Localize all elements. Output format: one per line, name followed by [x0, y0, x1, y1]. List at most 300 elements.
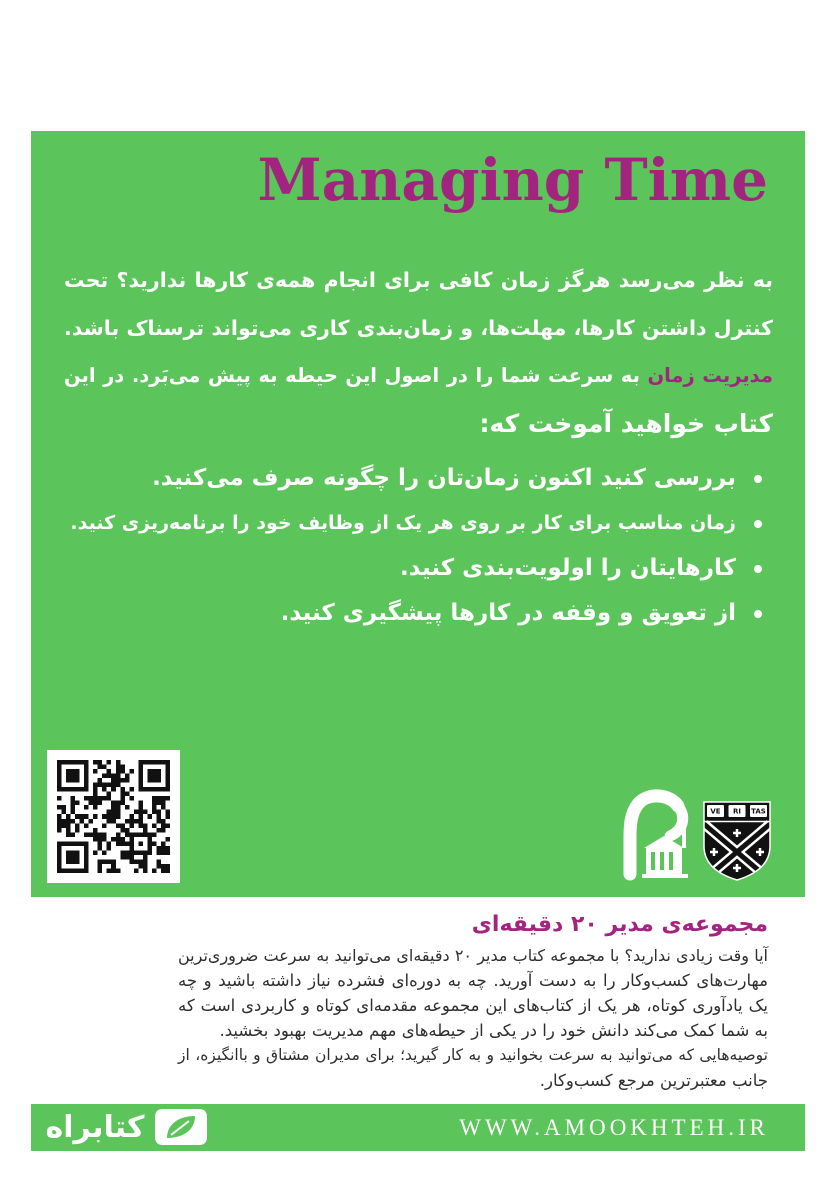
qr-module — [138, 841, 143, 846]
qr-module — [147, 787, 152, 792]
intro-line-2: کنترل داشتن کارها، مهلت‌ها، و زمان‌بندی کاری می‌تواند ترسناک باشد. — [64, 316, 773, 340]
qr-module — [116, 823, 121, 828]
qr-module — [116, 774, 121, 779]
qr-module — [84, 841, 89, 846]
qr-module — [161, 823, 166, 828]
list-item — [64, 456, 773, 501]
qr-module — [93, 837, 98, 842]
list-item — [64, 591, 773, 636]
qr-module — [111, 778, 116, 783]
qr-module — [147, 774, 152, 779]
qr-module — [165, 868, 170, 873]
qr-module — [71, 855, 76, 860]
qr-module — [71, 760, 76, 765]
qr-module — [93, 783, 98, 788]
qr-module — [129, 841, 134, 846]
list-item-text: زمان مناسب برای کار بر روی هر یک از وظایف خود را برنامه‌ریزی کنید. — [70, 512, 736, 534]
qr-module — [120, 801, 125, 806]
qr-module — [71, 805, 76, 810]
qr-module — [75, 814, 80, 819]
qr-module — [152, 774, 157, 779]
qr-module — [89, 801, 94, 806]
qr-module — [57, 796, 62, 801]
intro-paragraph — [64, 256, 773, 448]
qr-module — [116, 810, 121, 815]
qr-module — [120, 855, 125, 860]
qr-module — [165, 814, 170, 819]
qr-module — [111, 859, 116, 864]
qr-module — [71, 819, 76, 824]
qr-module — [125, 832, 130, 837]
qr-module — [138, 778, 143, 783]
qr-module — [98, 778, 103, 783]
qr-module — [129, 855, 134, 860]
qr-module — [120, 841, 125, 846]
qr-module — [138, 769, 143, 774]
qr-module — [156, 760, 161, 765]
qr-module — [107, 819, 112, 824]
qr-module — [62, 810, 67, 815]
qr-module — [138, 765, 143, 770]
qr-module — [111, 801, 116, 806]
qr-module — [125, 778, 130, 783]
qr-module — [75, 841, 80, 846]
qr-module — [156, 801, 161, 806]
qr-module — [165, 769, 170, 774]
qr-module — [107, 783, 112, 788]
qr-module — [98, 868, 103, 873]
intro-line-4: کتاب خواهید آموخت که: — [479, 409, 773, 438]
qr-module — [107, 859, 112, 864]
qr-module — [120, 792, 125, 797]
qr-module — [84, 864, 89, 869]
qr-module — [120, 837, 125, 842]
qr-module — [152, 841, 157, 846]
qr-module — [138, 801, 143, 806]
qr-module — [111, 783, 116, 788]
learning-points-list — [64, 456, 773, 636]
qr-module — [116, 783, 121, 788]
qr-module — [143, 855, 148, 860]
qr-module — [75, 774, 80, 779]
qr-module — [120, 823, 125, 828]
qr-module — [111, 814, 116, 819]
qr-module — [71, 769, 76, 774]
qr-module — [107, 774, 112, 779]
qr-module — [134, 832, 139, 837]
qr-module — [84, 868, 89, 873]
qr-module — [84, 783, 89, 788]
description-line: توصیه‌هایی که می‌توانید به سرعت بخوانید و به کار گیرید؛ برای مدیران مشتاق و باانگیزه، از — [178, 1046, 768, 1064]
qr-module — [93, 801, 98, 806]
qr-module — [75, 801, 80, 806]
qr-module — [84, 832, 89, 837]
qr-module — [156, 850, 161, 855]
qr-module — [129, 837, 134, 842]
qr-module — [71, 796, 76, 801]
qr-module — [125, 819, 130, 824]
qr-module — [161, 805, 166, 810]
qr-module — [152, 796, 157, 801]
footer-bar — [31, 1104, 805, 1151]
qr-module — [107, 769, 112, 774]
qr-module — [75, 787, 80, 792]
qr-module — [111, 868, 116, 873]
list-item — [64, 501, 773, 546]
qr-module — [66, 868, 71, 873]
qr-module — [84, 787, 89, 792]
qr-module — [57, 868, 62, 873]
qr-module — [138, 823, 143, 828]
list-item-text: کارهایتان را اولویت‌بندی کنید. — [399, 555, 736, 581]
qr-module — [152, 769, 157, 774]
qr-module — [161, 819, 166, 824]
qr-module — [66, 787, 71, 792]
intro-line-3 — [64, 352, 773, 400]
qr-module — [102, 823, 107, 828]
qr-module — [107, 796, 112, 801]
book-text: RI — [733, 807, 741, 816]
qr-module — [66, 819, 71, 824]
qr-module — [129, 814, 134, 819]
intro-line-1: به نظر می‌رسد هرگز زمان کافی برای انجام همه‌ی کارها ندارید؟ تحت — [64, 268, 773, 292]
qr-module — [75, 868, 80, 873]
qr-module — [116, 801, 121, 806]
qr-module — [66, 841, 71, 846]
qr-module — [129, 850, 134, 855]
qr-module — [102, 787, 107, 792]
qr-module — [84, 774, 89, 779]
qr-module — [116, 868, 121, 873]
qr-module — [165, 810, 170, 815]
qr-module — [66, 760, 71, 765]
qr-module — [84, 760, 89, 765]
qr-module — [147, 769, 152, 774]
qr-module — [66, 859, 71, 864]
description-line: مهارت‌های کسب‌وکار را به دست آورید. چه به دوره‌ای فشرده نیاز داشته باشید و چه — [178, 971, 768, 990]
qr-module — [75, 769, 80, 774]
qr-module — [138, 850, 143, 855]
qr-module — [138, 787, 143, 792]
qr-module — [107, 810, 112, 815]
qr-module — [57, 814, 62, 819]
qr-module — [134, 810, 139, 815]
qr-module — [98, 841, 103, 846]
qr-module — [165, 864, 170, 869]
qr-module — [62, 823, 67, 828]
qr-module — [125, 850, 130, 855]
qr-module — [165, 778, 170, 783]
qr-module — [98, 864, 103, 869]
qr-module — [62, 841, 67, 846]
book-text: VE — [710, 807, 721, 816]
qr-module — [143, 864, 148, 869]
qr-module — [116, 805, 121, 810]
qr-module — [80, 760, 85, 765]
qr-module — [80, 787, 85, 792]
qr-module — [80, 868, 85, 873]
qr-module — [147, 837, 152, 842]
qr-module — [138, 805, 143, 810]
qr-module — [138, 783, 143, 788]
bullet-icon — [743, 520, 773, 528]
qr-module — [111, 774, 116, 779]
harvard-business-school-shield-icon — [702, 800, 772, 882]
qr-module — [156, 819, 161, 824]
qr-module — [102, 859, 107, 864]
qr-module — [156, 814, 161, 819]
qr-module — [57, 769, 62, 774]
qr-module — [93, 832, 98, 837]
qr-module — [129, 846, 134, 851]
qr-module — [165, 796, 170, 801]
qr-module — [80, 814, 85, 819]
qr-module — [57, 864, 62, 869]
qr-module — [84, 796, 89, 801]
qr-module — [138, 864, 143, 869]
qr-module — [75, 778, 80, 783]
qr-module — [120, 796, 125, 801]
cover-panel — [31, 131, 805, 897]
qr-module — [89, 832, 94, 837]
qr-module — [120, 850, 125, 855]
qr-module — [125, 792, 130, 797]
qr-module — [66, 814, 71, 819]
qr-module — [165, 837, 170, 842]
qr-module — [98, 837, 103, 842]
qr-module — [156, 774, 161, 779]
qr-module — [143, 868, 148, 873]
qr-code-box — [47, 750, 180, 883]
qr-module — [71, 774, 76, 779]
qr-module — [152, 787, 157, 792]
qr-module — [66, 823, 71, 828]
qr-module — [143, 850, 148, 855]
qr-module — [116, 765, 121, 770]
qr-module — [57, 828, 62, 833]
qr-module — [93, 814, 98, 819]
qr-module — [80, 819, 85, 824]
qr-module — [71, 810, 76, 815]
qr-module — [84, 805, 89, 810]
qr-module — [102, 832, 107, 837]
qr-module — [84, 814, 89, 819]
qr-module — [98, 783, 103, 788]
qr-module — [156, 796, 161, 801]
qr-module — [71, 832, 76, 837]
qr-module — [161, 828, 166, 833]
qr-module — [93, 796, 98, 801]
qr-module — [147, 846, 152, 851]
qr-module — [71, 787, 76, 792]
qr-module — [125, 855, 130, 860]
qr-module — [125, 828, 130, 833]
qr-module — [71, 801, 76, 806]
qr-module — [98, 801, 103, 806]
qr-module — [143, 787, 148, 792]
qr-module — [57, 783, 62, 788]
qr-module — [129, 796, 134, 801]
description-line: به شما کمک می‌کند دانش خود را در یکی از حیطه‌های مهم مدیریت بهبود بخشید. — [219, 1021, 768, 1040]
series-heading: مجموعه‌ی مدیر ۲۰ دقیقه‌ای — [471, 912, 768, 937]
qr-module — [84, 823, 89, 828]
qr-module — [66, 850, 71, 855]
website-url: WWW.AMOOKHTEH.IR — [459, 1115, 769, 1140]
qr-module — [156, 828, 161, 833]
qr-module — [75, 850, 80, 855]
qr-module — [138, 859, 143, 864]
qr-module — [147, 760, 152, 765]
qr-module — [57, 774, 62, 779]
qr-module — [116, 832, 121, 837]
description-line: یک یادآوری کوتاه، هر یک از کتاب‌های این مجموعه مقدمه‌ای کوتاه و کاربردی است که — [178, 996, 768, 1015]
qr-module — [138, 819, 143, 824]
qr-module — [84, 778, 89, 783]
qr-module — [165, 846, 170, 851]
qr-module — [57, 778, 62, 783]
qr-module — [93, 828, 98, 833]
qr-module — [84, 855, 89, 860]
qr-module — [62, 819, 67, 824]
qr-module — [111, 810, 116, 815]
qr-module — [98, 846, 103, 851]
qr-module — [165, 774, 170, 779]
qr-module — [62, 760, 67, 765]
qr-module — [120, 787, 125, 792]
qr-module — [93, 760, 98, 765]
qr-module — [143, 859, 148, 864]
qr-module — [161, 801, 166, 806]
qr-module — [161, 796, 166, 801]
qr-module — [75, 859, 80, 864]
qr-module — [161, 787, 166, 792]
qr-module — [156, 787, 161, 792]
qr-module — [125, 841, 130, 846]
qr-module — [116, 760, 121, 765]
qr-module — [116, 778, 121, 783]
qr-module — [152, 801, 157, 806]
bullet-icon — [743, 475, 773, 483]
qr-module — [102, 837, 107, 842]
qr-module — [93, 787, 98, 792]
qr-module — [71, 850, 76, 855]
qr-module — [107, 760, 112, 765]
qr-module — [84, 765, 89, 770]
qr-module — [57, 805, 62, 810]
qr-module — [120, 828, 125, 833]
qr-module — [147, 850, 152, 855]
qr-module — [75, 823, 80, 828]
qr-module — [93, 769, 98, 774]
qr-code-icon — [57, 760, 170, 873]
qr-module — [152, 778, 157, 783]
qr-module — [161, 850, 166, 855]
qr-module — [120, 778, 125, 783]
qr-module — [120, 769, 125, 774]
qr-module — [98, 760, 103, 765]
qr-module — [138, 814, 143, 819]
qr-module — [143, 823, 148, 828]
qr-module — [102, 850, 107, 855]
bullet-icon — [743, 610, 773, 618]
list-item-text: بررسی کنید اکنون زمان‌تان را چگونه صرف می‌کنید. — [152, 465, 736, 491]
qr-module — [156, 846, 161, 851]
veritas-books — [707, 805, 767, 817]
qr-module — [98, 765, 103, 770]
series-description — [178, 943, 768, 1093]
kitabrah-leaf-icon — [153, 1107, 209, 1147]
qr-module — [143, 828, 148, 833]
qr-module — [62, 868, 67, 873]
qr-module — [102, 765, 107, 770]
qr-module — [138, 760, 143, 765]
qr-module — [156, 778, 161, 783]
qr-module — [111, 837, 116, 842]
qr-module — [116, 769, 121, 774]
qr-module — [66, 778, 71, 783]
amookhteh-publisher-logo-icon — [618, 788, 693, 883]
qr-module — [161, 846, 166, 851]
qr-module — [71, 859, 76, 864]
qr-module — [152, 805, 157, 810]
qr-module — [71, 868, 76, 873]
qr-module — [143, 832, 148, 837]
qr-module — [116, 814, 121, 819]
intro-line-3-text: به سرعت شما را در اصول این حیطه به پیش می‌بَرد. در این — [64, 364, 640, 387]
qr-module — [125, 805, 130, 810]
qr-module — [102, 783, 107, 788]
qr-module — [152, 832, 157, 837]
qr-module — [152, 810, 157, 815]
qr-module — [57, 855, 62, 860]
book-text: TAS — [751, 807, 766, 816]
qr-module — [152, 823, 157, 828]
qr-module — [75, 828, 80, 833]
qr-module — [66, 832, 71, 837]
qr-module — [66, 774, 71, 779]
qr-module — [57, 823, 62, 828]
qr-module — [129, 819, 134, 824]
qr-module — [57, 760, 62, 765]
qr-module — [152, 868, 157, 873]
qr-module — [120, 765, 125, 770]
qr-module — [98, 796, 103, 801]
qr-module — [98, 832, 103, 837]
qr-module — [84, 769, 89, 774]
qr-module — [107, 841, 112, 846]
qr-module — [134, 859, 139, 864]
qr-module — [165, 760, 170, 765]
qr-module — [102, 814, 107, 819]
qr-module — [156, 810, 161, 815]
qr-module — [125, 774, 130, 779]
qr-module — [111, 819, 116, 824]
qr-module — [98, 859, 103, 864]
qr-module — [111, 787, 116, 792]
qr-module — [57, 841, 62, 846]
qr-module — [93, 850, 98, 855]
qr-module — [84, 859, 89, 864]
qr-module — [161, 864, 166, 869]
qr-module — [156, 864, 161, 869]
qr-module — [116, 841, 121, 846]
qr-module — [107, 868, 112, 873]
qr-module — [62, 787, 67, 792]
qr-module — [161, 868, 166, 873]
qr-module — [165, 783, 170, 788]
qr-module — [129, 832, 134, 837]
qr-module — [75, 855, 80, 860]
